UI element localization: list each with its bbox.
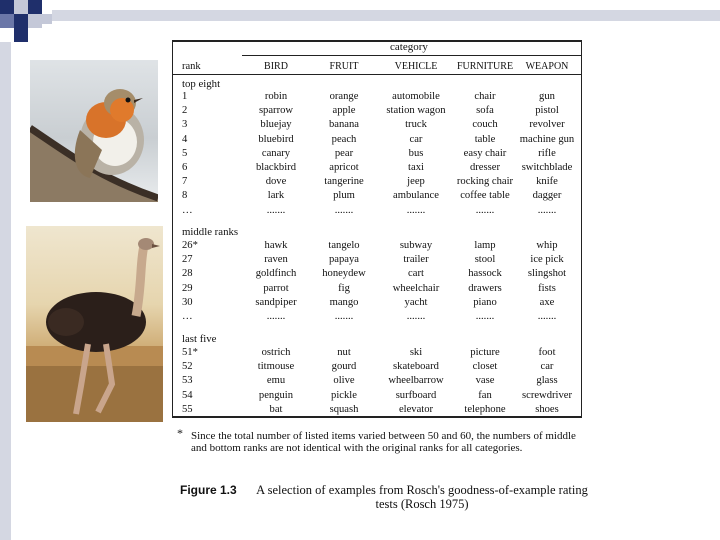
table-cell-rank: 53: [182, 375, 193, 387]
table-cell-furniture: stool: [474, 254, 496, 266]
table-cell-furniture: table: [474, 133, 496, 145]
ostrich-photo: [26, 226, 163, 422]
caption-label: Figure 1.3: [180, 483, 237, 497]
table-cell-vehicle: trailer: [403, 254, 429, 266]
table-cell-fruit: honeydew: [322, 268, 366, 280]
table-cell-rank: 28: [182, 268, 193, 280]
table-cell-rank: 55: [182, 403, 193, 415]
table-cell-bird: titmouse: [257, 361, 295, 373]
table-cell-weapon: axe: [539, 296, 555, 308]
table-ellipsis-vehicle: .......: [406, 311, 426, 322]
table-cell-vehicle: bus: [408, 147, 424, 159]
table-cell-weapon: shoes: [535, 403, 559, 415]
table-cell-fruit: tangerine: [324, 176, 364, 188]
table-cell-weapon: pistol: [535, 105, 559, 117]
table-cell-furniture: rocking chair: [456, 176, 514, 188]
table-ellipsis-vehicle: .......: [406, 204, 426, 216]
table-cell-bird: bat: [269, 403, 283, 415]
table-cell-weapon: machine gun: [519, 133, 575, 145]
table-cell-weapon: foot: [538, 347, 556, 358]
table-cell-bird: dove: [265, 176, 287, 188]
table-cell-fruit: pear: [334, 147, 354, 159]
table-cell-bird: hawk: [264, 240, 288, 251]
table-cell-vehicle: car: [409, 133, 423, 145]
table-cell-vehicle: truck: [405, 119, 427, 131]
table-cell-weapon: ice pick: [530, 254, 564, 266]
table-cell-weapon: car: [540, 361, 554, 373]
table-ellipsis-fruit: .......: [334, 204, 354, 216]
table-cell-vehicle: elevator: [398, 403, 434, 415]
table-cell-weapon: fists: [538, 282, 556, 294]
section-label-top: top eight: [182, 78, 221, 90]
footnote-marker: *: [177, 426, 183, 440]
footnote-text: Since the total number of listed items varied between 50 and 60, the numbers of middle and bottom ranks are not identical with the original ranks for all categories.: [191, 430, 576, 454]
table-cell-bird: lark: [267, 190, 285, 202]
table-cell-vehicle: subway: [399, 240, 433, 251]
table-cell-fruit: apple: [332, 105, 356, 117]
table-cell-vehicle: taxi: [408, 162, 424, 173]
table-cell-weapon: knife: [536, 176, 558, 188]
table-cell-bird: penguin: [258, 389, 294, 401]
table-cell-rank: 51*: [182, 347, 198, 358]
section-label-last: last five: [182, 333, 217, 345]
table-cell-furniture: closet: [472, 361, 498, 373]
table-cell-vehicle: jeep: [407, 176, 425, 188]
caption-text: A selection of examples from Rosch's goodness-of-example rating tests (Rosch 1975): [256, 483, 588, 511]
table-cell-fruit: orange: [329, 91, 359, 102]
table-cell-furniture: chair: [474, 91, 496, 102]
table-cell-weapon: rifle: [538, 147, 556, 159]
table-cell-furniture: telephone: [464, 403, 506, 415]
table-cell-rank: 27: [182, 254, 193, 266]
table-cell-fruit: papaya: [329, 254, 359, 266]
table-cell-vehicle: wheelbarrow: [388, 375, 444, 387]
table-cell-fruit: plum: [333, 190, 355, 202]
table-cell-fruit: tangelo: [328, 240, 360, 251]
table-cell-fruit: fig: [338, 282, 350, 294]
table-cell-bird: sandpiper: [255, 296, 297, 308]
table-cell-vehicle: station wagon: [386, 105, 446, 117]
table-cell-furniture: couch: [472, 119, 498, 131]
table-cell-rank: 6: [182, 162, 188, 173]
table-cell-bird: sparrow: [258, 105, 294, 117]
table-cell-bird: blackbird: [255, 162, 296, 173]
table-cell-fruit: apricot: [329, 162, 359, 173]
table-cell-bird: goldfinch: [255, 268, 297, 280]
table-cell-weapon: gun: [539, 91, 555, 102]
table-cell-rank: 30: [182, 296, 193, 308]
figure-caption: [180, 483, 588, 511]
table-cell-bird: raven: [264, 254, 288, 266]
table-cell-bird: emu: [266, 375, 286, 387]
table-cell-weapon: revolver: [529, 119, 565, 131]
table-cell-fruit: nut: [337, 347, 351, 358]
table-cell-furniture: piano: [473, 296, 497, 308]
table-cell-rank: 54: [182, 389, 193, 401]
column-header-rank: rank: [182, 61, 201, 72]
table-cell-vehicle: yacht: [404, 296, 428, 308]
section-label-middle: middle ranks: [182, 226, 239, 238]
table-cell-bird: bluebird: [258, 133, 294, 145]
category-header: category: [390, 41, 428, 53]
table-ellipsis-fruit: .......: [334, 311, 354, 322]
table-cell-fruit: banana: [329, 119, 359, 131]
table-cell-rank: 1: [182, 91, 188, 102]
column-header-furniture: FURNITURE: [456, 61, 514, 72]
table-cell-rank: 26*: [182, 240, 198, 251]
table-cell-bird: ostrich: [261, 347, 291, 358]
table-cell-vehicle: automobile: [392, 91, 440, 102]
table-cell-fruit: gourd: [331, 361, 357, 373]
table-cell-vehicle: ambulance: [393, 190, 439, 202]
table-cell-weapon: whip: [536, 240, 558, 251]
table-ellipsis-rank: …: [182, 204, 193, 216]
table-cell-rank: 5: [182, 147, 188, 159]
table-ellipsis-furniture: .......: [475, 204, 495, 216]
robin-photo: [30, 60, 158, 202]
table-cell-rank: 4: [182, 133, 188, 145]
table-cell-rank: 52: [182, 361, 193, 373]
table-cell-fruit: pickle: [331, 389, 357, 401]
table-ellipsis-rank: …: [182, 311, 193, 322]
table-cell-fruit: squash: [329, 403, 359, 415]
table-ellipsis-weapon: .......: [537, 204, 557, 216]
table-cell-weapon: dagger: [532, 190, 562, 202]
table-cell-furniture: lamp: [474, 240, 496, 251]
table-cell-fruit: mango: [329, 296, 359, 308]
table-cell-vehicle: surfboard: [395, 389, 437, 401]
table-cell-bird: bluejay: [260, 119, 292, 131]
table-cell-furniture: easy chair: [463, 147, 507, 159]
column-header-vehicle: VEHICLE: [394, 61, 438, 72]
table-cell-rank: 8: [182, 190, 188, 202]
table-cell-vehicle: skateboard: [393, 361, 439, 373]
column-header-fruit: FRUIT: [329, 61, 359, 72]
column-header-bird: BIRD: [264, 61, 288, 72]
table-cell-rank: 3: [182, 119, 188, 131]
table-cell-weapon: slingshot: [527, 268, 567, 280]
table-ellipsis-weapon: .......: [537, 311, 557, 322]
table-cell-furniture: sofa: [476, 105, 494, 117]
table-cell-rank: 29: [182, 282, 193, 294]
table-cell-furniture: dresser: [469, 162, 500, 173]
table-ellipsis-bird: .......: [266, 311, 286, 322]
table-cell-fruit: peach: [331, 133, 357, 145]
table-ellipsis-bird: .......: [266, 204, 286, 216]
table-cell-vehicle: wheelchair: [392, 282, 440, 294]
table-cell-rank: 2: [182, 105, 188, 117]
table-cell-weapon: switchblade: [521, 162, 573, 173]
table-cell-furniture: drawers: [468, 282, 502, 294]
table-cell-furniture: hassock: [468, 268, 502, 280]
table-cell-bird: robin: [264, 91, 288, 102]
table-cell-weapon: glass: [536, 375, 558, 387]
column-header-weapon: WEAPON: [525, 61, 569, 72]
table-cell-weapon: screwdriver: [522, 389, 572, 401]
table-cell-furniture: coffee table: [460, 190, 510, 202]
table-cell-vehicle: cart: [408, 268, 424, 280]
table-cell-furniture: fan: [478, 389, 492, 401]
table-cell-fruit: olive: [333, 375, 355, 387]
table-cell-bird: parrot: [263, 282, 289, 294]
table-cell-vehicle: ski: [409, 347, 423, 358]
table-cell-furniture: picture: [470, 347, 500, 358]
table-cell-furniture: vase: [475, 375, 495, 387]
table-cell-rank: 7: [182, 176, 188, 188]
table-ellipsis-furniture: .......: [475, 311, 495, 322]
table-cell-bird: canary: [261, 147, 291, 159]
